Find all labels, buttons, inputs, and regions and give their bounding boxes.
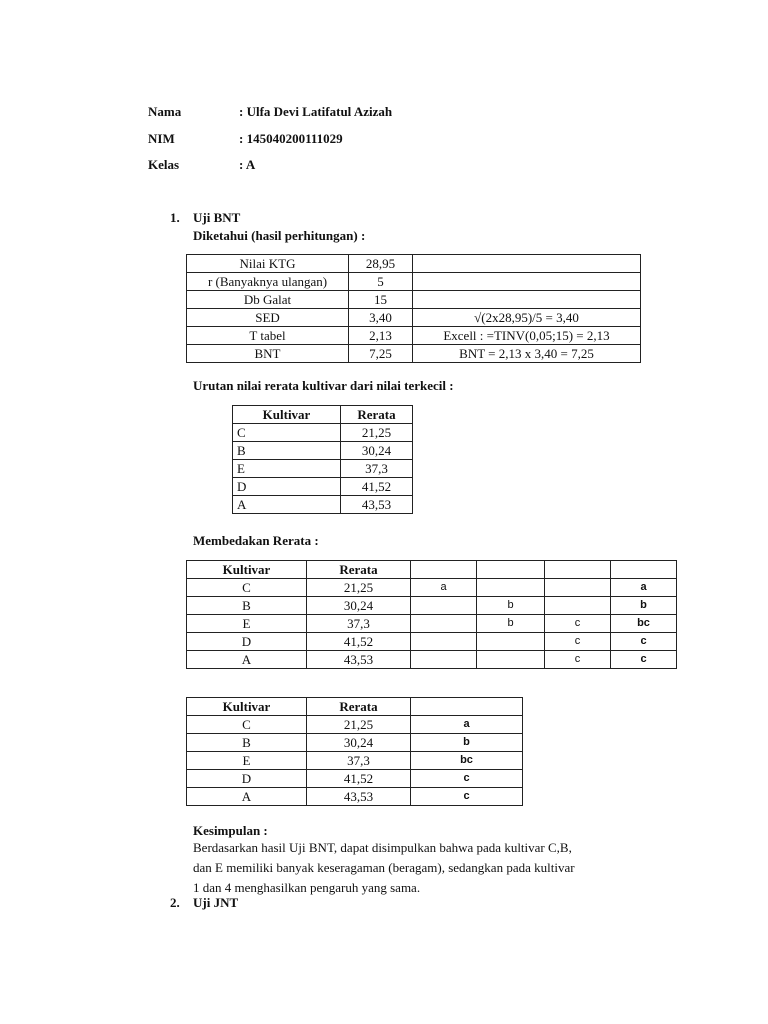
- order-heading: Urutan nilai rerata kultivar dari nilai terkecil :: [193, 378, 454, 393]
- notation-result-cell: a: [611, 579, 677, 597]
- value-cell: 28,95: [349, 255, 413, 273]
- table-row: [187, 597, 677, 615]
- order-table: [232, 405, 413, 514]
- section2-number: 2.: [170, 895, 180, 910]
- formula-cell: √(2x28,95)/5 = 3,40: [413, 309, 641, 327]
- header-kultivar: Kultivar: [187, 561, 307, 579]
- notation-result-cell: bc: [411, 752, 523, 770]
- rerata-cell: 30,24: [307, 597, 411, 615]
- value-cell: 3,40: [349, 309, 413, 327]
- formula-cell: Excell : =TINV(0,05;15) = 2,13: [413, 327, 641, 345]
- kultivar-cell: E: [187, 615, 307, 633]
- notation-cell: [411, 597, 477, 615]
- rerata-cell: 21,25: [307, 716, 411, 734]
- section1-number: 1.: [170, 210, 180, 225]
- kultivar-cell: D: [233, 478, 341, 496]
- conclusion-line: 1 dan 4 menghasilkan pengaruh yang sama.: [193, 880, 421, 895]
- table-row: [187, 309, 641, 327]
- diff-heading: Membedakan Rerata :: [193, 533, 319, 548]
- table-row: [233, 442, 413, 460]
- formula-cell: BNT = 2,13 x 3,40 = 7,25: [413, 345, 641, 363]
- conclusion-line: dan E memiliki banyak keseragaman (beragam), sedangkan pada kultivar: [193, 860, 575, 875]
- value-cell: 15: [349, 291, 413, 309]
- nim-value: : 145040200111029: [239, 131, 343, 146]
- table-row: [187, 651, 677, 669]
- notation-result-cell: c: [411, 770, 523, 788]
- notation-cell: [411, 633, 477, 651]
- table-row: [233, 424, 413, 442]
- kultivar-cell: D: [187, 633, 307, 651]
- header-empty: [545, 561, 611, 579]
- notation-cell: c: [545, 633, 611, 651]
- parameter-cell: Nilai KTG: [187, 255, 349, 273]
- table-row: [187, 255, 641, 273]
- value-cell: 2,13: [349, 327, 413, 345]
- rerata-cell: 21,25: [341, 424, 413, 442]
- kultivar-cell: E: [233, 460, 341, 478]
- notation-result-cell: b: [411, 734, 523, 752]
- table-row: [233, 460, 413, 478]
- notation-result-cell: b: [611, 597, 677, 615]
- kultivar-cell: C: [187, 716, 307, 734]
- header-empty: [477, 561, 545, 579]
- header-rerata: Rerata: [341, 406, 413, 424]
- notation-cell: [545, 579, 611, 597]
- notation-result-cell: c: [411, 788, 523, 806]
- kultivar-cell: A: [187, 651, 307, 669]
- formula-cell: [413, 255, 641, 273]
- notation-cell: [477, 579, 545, 597]
- formula-cell: [413, 273, 641, 291]
- rerata-cell: 43,53: [307, 651, 411, 669]
- parameter-cell: Db Galat: [187, 291, 349, 309]
- table-row: [187, 788, 523, 806]
- rerata-cell: 37,3: [307, 615, 411, 633]
- header-rerata: Rerata: [307, 698, 411, 716]
- known-values-table: [186, 254, 641, 363]
- notation-cell: [477, 651, 545, 669]
- rerata-cell: 41,52: [307, 770, 411, 788]
- notation-result-cell: bc: [611, 615, 677, 633]
- section1-subtitle: Diketahui (hasil perhitungan) :: [193, 228, 366, 243]
- table-row: [187, 716, 523, 734]
- rerata-cell: 43,53: [307, 788, 411, 806]
- table-row: [233, 496, 413, 514]
- header-empty: [611, 561, 677, 579]
- kultivar-cell: B: [233, 442, 341, 460]
- final-table: [186, 697, 523, 806]
- table-row: [187, 291, 641, 309]
- notation-cell: [545, 597, 611, 615]
- header-kultivar: Kultivar: [233, 406, 341, 424]
- parameter-cell: SED: [187, 309, 349, 327]
- rerata-cell: 41,52: [307, 633, 411, 651]
- parameter-cell: T tabel: [187, 327, 349, 345]
- kultivar-cell: B: [187, 734, 307, 752]
- kultivar-cell: B: [187, 597, 307, 615]
- header-empty: [411, 698, 523, 716]
- value-cell: 7,25: [349, 345, 413, 363]
- table-row: [187, 770, 523, 788]
- header-kultivar: Kultivar: [187, 698, 307, 716]
- kultivar-cell: A: [233, 496, 341, 514]
- rerata-cell: 37,3: [307, 752, 411, 770]
- notation-cell: c: [545, 651, 611, 669]
- notation-cell: [411, 615, 477, 633]
- header-rerata: Rerata: [307, 561, 411, 579]
- name-value: : Ulfa Devi Latifatul Azizah: [239, 104, 393, 119]
- table-header-row: [187, 561, 677, 579]
- section1-title: Uji BNT: [193, 210, 241, 225]
- notation-cell: c: [545, 615, 611, 633]
- table-row: [233, 478, 413, 496]
- formula-cell: [413, 291, 641, 309]
- section2-title: Uji JNT: [193, 895, 239, 910]
- kultivar-cell: D: [187, 770, 307, 788]
- notation-result-cell: c: [611, 651, 677, 669]
- table-row: [187, 734, 523, 752]
- notation-cell: b: [477, 615, 545, 633]
- rerata-cell: 37,3: [341, 460, 413, 478]
- rerata-cell: 43,53: [341, 496, 413, 514]
- table-header-row: [233, 406, 413, 424]
- kultivar-cell: C: [187, 579, 307, 597]
- header-empty: [411, 561, 477, 579]
- table-row: [187, 615, 677, 633]
- notation-cell: a: [411, 579, 477, 597]
- notation-result-cell: a: [411, 716, 523, 734]
- notation-result-cell: c: [611, 633, 677, 651]
- conclusion-heading: Kesimpulan :: [193, 823, 268, 838]
- value-cell: 5: [349, 273, 413, 291]
- rerata-cell: 30,24: [341, 442, 413, 460]
- rerata-cell: 41,52: [341, 478, 413, 496]
- notation-cell: b: [477, 597, 545, 615]
- table-row: [187, 273, 641, 291]
- notation-cell: [411, 651, 477, 669]
- diff-table: [186, 560, 677, 669]
- nim-label: NIM: [148, 131, 175, 146]
- rerata-cell: 30,24: [307, 734, 411, 752]
- kultivar-cell: A: [187, 788, 307, 806]
- parameter-cell: BNT: [187, 345, 349, 363]
- table-header-row: [187, 698, 523, 716]
- name-label: Nama: [148, 104, 182, 119]
- kultivar-cell: C: [233, 424, 341, 442]
- table-row: [187, 633, 677, 651]
- rerata-cell: 21,25: [307, 579, 411, 597]
- class-label: Kelas: [148, 157, 180, 172]
- class-value: : A: [239, 157, 256, 172]
- table-row: [187, 327, 641, 345]
- parameter-cell: r (Banyaknya ulangan): [187, 273, 349, 291]
- kultivar-cell: E: [187, 752, 307, 770]
- table-row: [187, 752, 523, 770]
- table-row: [187, 579, 677, 597]
- conclusion-line: Berdasarkan hasil Uji BNT, dapat disimpulkan bahwa pada kultivar C,B,: [193, 840, 572, 855]
- notation-cell: [477, 633, 545, 651]
- table-row: [187, 345, 641, 363]
- conclusion-text: [193, 838, 663, 898]
